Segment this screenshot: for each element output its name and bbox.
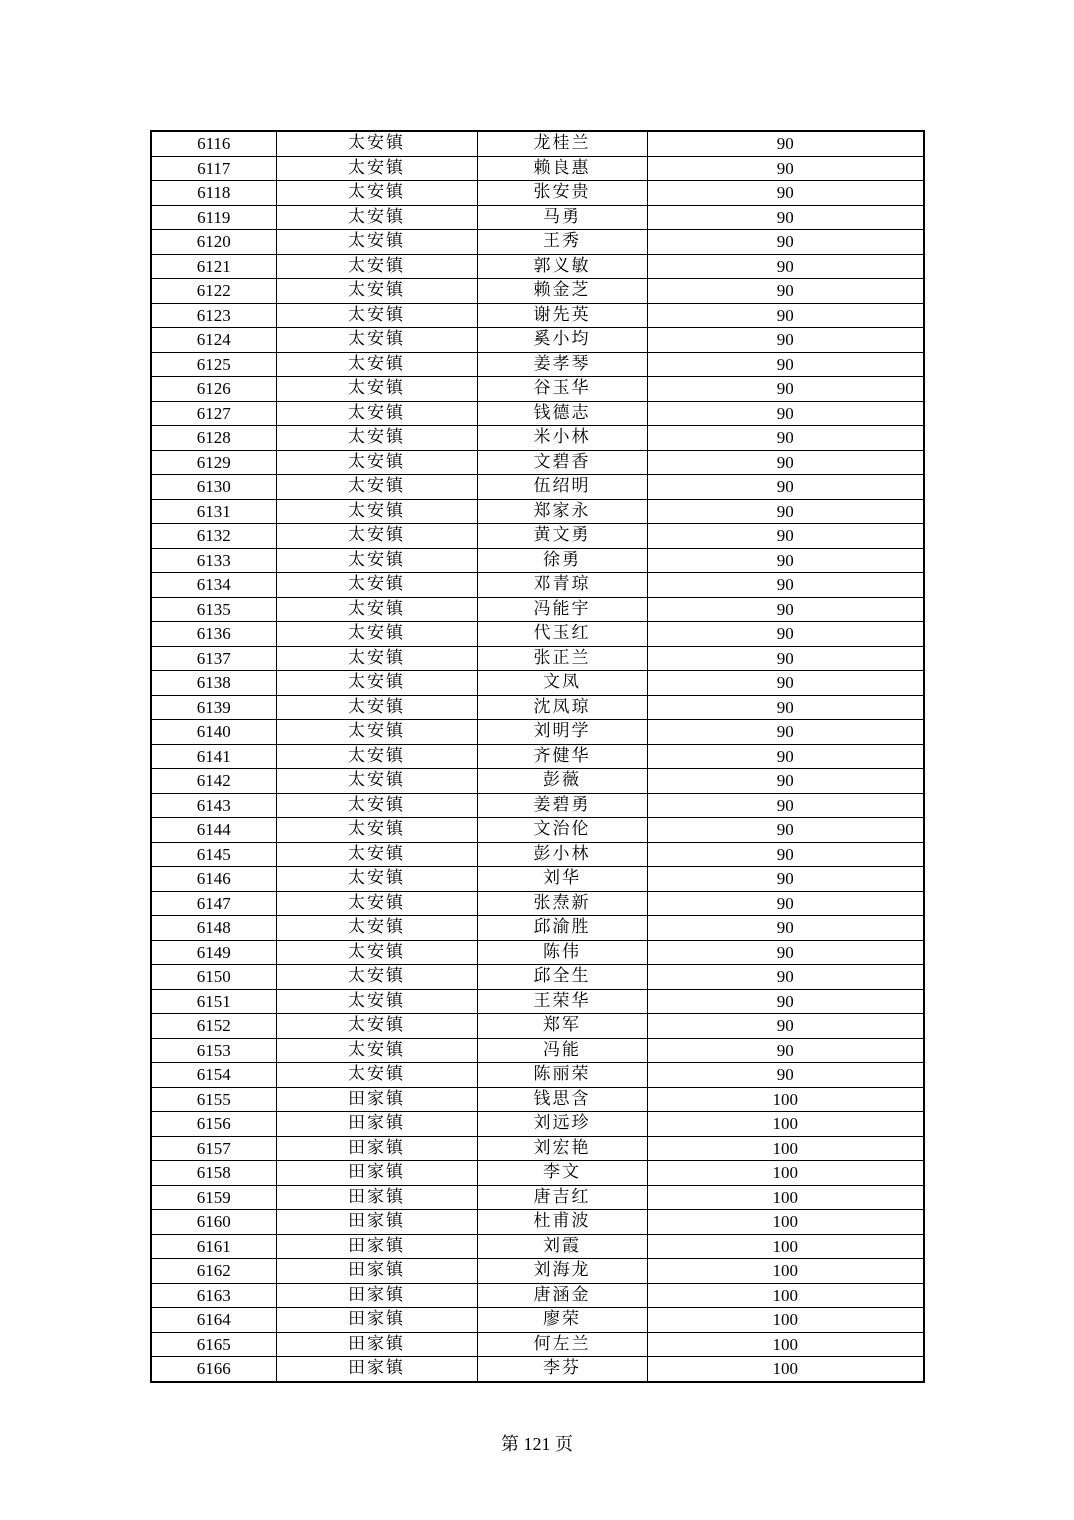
amount-cell: 90 bbox=[647, 793, 924, 818]
row-number-cell: 6157 bbox=[151, 1136, 276, 1161]
row-number-cell: 6149 bbox=[151, 940, 276, 965]
name-cell: 杜甫波 bbox=[477, 1210, 647, 1235]
amount-cell: 100 bbox=[647, 1234, 924, 1259]
town-cell: 太安镇 bbox=[276, 303, 477, 328]
page-number: 第 121 页 bbox=[501, 1434, 573, 1454]
table-row bbox=[151, 793, 924, 818]
table-row bbox=[151, 1234, 924, 1259]
row-number-cell: 6145 bbox=[151, 842, 276, 867]
row-number-cell: 6154 bbox=[151, 1063, 276, 1088]
name-cell: 米小林 bbox=[477, 426, 647, 451]
table-row bbox=[151, 1308, 924, 1333]
name-cell: 姜碧勇 bbox=[477, 793, 647, 818]
name-cell: 何左兰 bbox=[477, 1332, 647, 1357]
name-cell: 唐吉红 bbox=[477, 1185, 647, 1210]
amount-cell: 100 bbox=[647, 1112, 924, 1137]
town-cell: 太安镇 bbox=[276, 181, 477, 206]
amount-cell: 100 bbox=[647, 1087, 924, 1112]
row-number-cell: 6128 bbox=[151, 426, 276, 451]
row-number-cell: 6163 bbox=[151, 1283, 276, 1308]
table-row bbox=[151, 1259, 924, 1284]
row-number-cell: 6141 bbox=[151, 744, 276, 769]
table-row bbox=[151, 1063, 924, 1088]
row-number-cell: 6132 bbox=[151, 524, 276, 549]
name-cell: 冯能宇 bbox=[477, 597, 647, 622]
name-cell: 谢先英 bbox=[477, 303, 647, 328]
name-cell: 陈伟 bbox=[477, 940, 647, 965]
table-row bbox=[151, 989, 924, 1014]
name-cell: 王荣华 bbox=[477, 989, 647, 1014]
table-row bbox=[151, 1332, 924, 1357]
table-row bbox=[151, 720, 924, 745]
town-cell: 太安镇 bbox=[276, 230, 477, 255]
row-number-cell: 6155 bbox=[151, 1087, 276, 1112]
amount-cell: 100 bbox=[647, 1332, 924, 1357]
name-cell: 刘海龙 bbox=[477, 1259, 647, 1284]
table-row bbox=[151, 744, 924, 769]
town-cell: 田家镇 bbox=[276, 1087, 477, 1112]
amount-cell: 90 bbox=[647, 646, 924, 671]
amount-cell: 90 bbox=[647, 181, 924, 206]
town-cell: 太安镇 bbox=[276, 1038, 477, 1063]
amount-cell: 90 bbox=[647, 891, 924, 916]
row-number-cell: 6146 bbox=[151, 867, 276, 892]
table-row bbox=[151, 1038, 924, 1063]
town-cell: 太安镇 bbox=[276, 548, 477, 573]
row-number-cell: 6139 bbox=[151, 695, 276, 720]
table-row bbox=[151, 818, 924, 843]
town-cell: 太安镇 bbox=[276, 793, 477, 818]
amount-cell: 90 bbox=[647, 744, 924, 769]
table-row bbox=[151, 1161, 924, 1186]
name-cell: 黄文勇 bbox=[477, 524, 647, 549]
table-row bbox=[151, 1112, 924, 1137]
subsidy-table bbox=[150, 130, 925, 1383]
town-cell: 太安镇 bbox=[276, 940, 477, 965]
table-row bbox=[151, 548, 924, 573]
table-row bbox=[151, 328, 924, 353]
table-row bbox=[151, 352, 924, 377]
amount-cell: 90 bbox=[647, 965, 924, 990]
table-row bbox=[151, 769, 924, 794]
row-number-cell: 6160 bbox=[151, 1210, 276, 1235]
row-number-cell: 6137 bbox=[151, 646, 276, 671]
amount-cell: 90 bbox=[647, 1014, 924, 1039]
table-row bbox=[151, 842, 924, 867]
table-row bbox=[151, 573, 924, 598]
amount-cell: 90 bbox=[647, 352, 924, 377]
town-cell: 太安镇 bbox=[276, 450, 477, 475]
row-number-cell: 6127 bbox=[151, 401, 276, 426]
name-cell: 谷玉华 bbox=[477, 377, 647, 402]
town-cell: 太安镇 bbox=[276, 1063, 477, 1088]
name-cell: 李文 bbox=[477, 1161, 647, 1186]
town-cell: 太安镇 bbox=[276, 377, 477, 402]
table-row bbox=[151, 499, 924, 524]
row-number-cell: 6136 bbox=[151, 622, 276, 647]
table-row bbox=[151, 1185, 924, 1210]
name-cell: 廖荣 bbox=[477, 1308, 647, 1333]
table-row bbox=[151, 401, 924, 426]
row-number-cell: 6150 bbox=[151, 965, 276, 990]
town-cell: 田家镇 bbox=[276, 1112, 477, 1137]
table-row bbox=[151, 303, 924, 328]
name-cell: 彭薇 bbox=[477, 769, 647, 794]
town-cell: 太安镇 bbox=[276, 597, 477, 622]
town-cell: 太安镇 bbox=[276, 254, 477, 279]
table-row bbox=[151, 867, 924, 892]
name-cell: 马勇 bbox=[477, 205, 647, 230]
name-cell: 张正兰 bbox=[477, 646, 647, 671]
row-number-cell: 6156 bbox=[151, 1112, 276, 1137]
town-cell: 太安镇 bbox=[276, 401, 477, 426]
town-cell: 田家镇 bbox=[276, 1308, 477, 1333]
amount-cell: 90 bbox=[647, 940, 924, 965]
town-cell: 太安镇 bbox=[276, 131, 477, 156]
name-cell: 邓青琼 bbox=[477, 573, 647, 598]
amount-cell: 100 bbox=[647, 1185, 924, 1210]
row-number-cell: 6161 bbox=[151, 1234, 276, 1259]
name-cell: 钱思含 bbox=[477, 1087, 647, 1112]
table-row bbox=[151, 205, 924, 230]
row-number-cell: 6151 bbox=[151, 989, 276, 1014]
town-cell: 太安镇 bbox=[276, 671, 477, 696]
table-row bbox=[151, 646, 924, 671]
amount-cell: 90 bbox=[647, 548, 924, 573]
amount-cell: 90 bbox=[647, 916, 924, 941]
town-cell: 太安镇 bbox=[276, 818, 477, 843]
amount-cell: 100 bbox=[647, 1161, 924, 1186]
town-cell: 田家镇 bbox=[276, 1210, 477, 1235]
name-cell: 奚小均 bbox=[477, 328, 647, 353]
amount-cell: 100 bbox=[647, 1259, 924, 1284]
row-number-cell: 6140 bbox=[151, 720, 276, 745]
name-cell: 刘远珍 bbox=[477, 1112, 647, 1137]
row-number-cell: 6164 bbox=[151, 1308, 276, 1333]
name-cell: 赖金芝 bbox=[477, 279, 647, 304]
amount-cell: 90 bbox=[647, 254, 924, 279]
town-cell: 太安镇 bbox=[276, 352, 477, 377]
row-number-cell: 6131 bbox=[151, 499, 276, 524]
row-number-cell: 6121 bbox=[151, 254, 276, 279]
town-cell: 太安镇 bbox=[276, 842, 477, 867]
town-cell: 太安镇 bbox=[276, 279, 477, 304]
town-cell: 太安镇 bbox=[276, 328, 477, 353]
row-number-cell: 6116 bbox=[151, 131, 276, 156]
amount-cell: 90 bbox=[647, 867, 924, 892]
amount-cell: 90 bbox=[647, 695, 924, 720]
name-cell: 龙桂兰 bbox=[477, 131, 647, 156]
amount-cell: 100 bbox=[647, 1210, 924, 1235]
town-cell: 田家镇 bbox=[276, 1357, 477, 1382]
row-number-cell: 6166 bbox=[151, 1357, 276, 1382]
town-cell: 太安镇 bbox=[276, 965, 477, 990]
table-row bbox=[151, 1087, 924, 1112]
row-number-cell: 6119 bbox=[151, 205, 276, 230]
name-cell: 钱德志 bbox=[477, 401, 647, 426]
table-row bbox=[151, 377, 924, 402]
amount-cell: 90 bbox=[647, 597, 924, 622]
name-cell: 郑军 bbox=[477, 1014, 647, 1039]
amount-cell: 90 bbox=[647, 1038, 924, 1063]
row-number-cell: 6126 bbox=[151, 377, 276, 402]
amount-cell: 90 bbox=[647, 622, 924, 647]
row-number-cell: 6162 bbox=[151, 1259, 276, 1284]
amount-cell: 90 bbox=[647, 450, 924, 475]
name-cell: 齐健华 bbox=[477, 744, 647, 769]
amount-cell: 90 bbox=[647, 475, 924, 500]
name-cell: 赖良惠 bbox=[477, 156, 647, 181]
town-cell: 太安镇 bbox=[276, 891, 477, 916]
amount-cell: 90 bbox=[647, 720, 924, 745]
amount-cell: 90 bbox=[647, 499, 924, 524]
town-cell: 田家镇 bbox=[276, 1283, 477, 1308]
name-cell: 代玉红 bbox=[477, 622, 647, 647]
name-cell: 唐涵金 bbox=[477, 1283, 647, 1308]
table-row bbox=[151, 1014, 924, 1039]
table-row bbox=[151, 1357, 924, 1382]
row-number-cell: 6124 bbox=[151, 328, 276, 353]
table-row bbox=[151, 426, 924, 451]
table-row bbox=[151, 622, 924, 647]
amount-cell: 90 bbox=[647, 842, 924, 867]
town-cell: 太安镇 bbox=[276, 989, 477, 1014]
name-cell: 郭义敏 bbox=[477, 254, 647, 279]
town-cell: 田家镇 bbox=[276, 1161, 477, 1186]
town-cell: 田家镇 bbox=[276, 1185, 477, 1210]
row-number-cell: 6153 bbox=[151, 1038, 276, 1063]
table-row bbox=[151, 181, 924, 206]
town-cell: 太安镇 bbox=[276, 524, 477, 549]
row-number-cell: 6118 bbox=[151, 181, 276, 206]
amount-cell: 90 bbox=[647, 573, 924, 598]
name-cell: 张安贵 bbox=[477, 181, 647, 206]
table-row bbox=[151, 450, 924, 475]
town-cell: 田家镇 bbox=[276, 1136, 477, 1161]
amount-cell: 90 bbox=[647, 303, 924, 328]
row-number-cell: 6120 bbox=[151, 230, 276, 255]
name-cell: 姜孝琴 bbox=[477, 352, 647, 377]
row-number-cell: 6143 bbox=[151, 793, 276, 818]
name-cell: 刘华 bbox=[477, 867, 647, 892]
town-cell: 田家镇 bbox=[276, 1259, 477, 1284]
row-number-cell: 6135 bbox=[151, 597, 276, 622]
row-number-cell: 6165 bbox=[151, 1332, 276, 1357]
town-cell: 太安镇 bbox=[276, 744, 477, 769]
amount-cell: 100 bbox=[647, 1308, 924, 1333]
amount-cell: 90 bbox=[647, 1063, 924, 1088]
name-cell: 王秀 bbox=[477, 230, 647, 255]
amount-cell: 100 bbox=[647, 1357, 924, 1382]
table-row bbox=[151, 475, 924, 500]
town-cell: 田家镇 bbox=[276, 1332, 477, 1357]
table-row bbox=[151, 524, 924, 549]
row-number-cell: 6142 bbox=[151, 769, 276, 794]
amount-cell: 90 bbox=[647, 205, 924, 230]
table-row bbox=[151, 916, 924, 941]
name-cell: 伍绍明 bbox=[477, 475, 647, 500]
name-cell: 文碧香 bbox=[477, 450, 647, 475]
row-number-cell: 6117 bbox=[151, 156, 276, 181]
name-cell: 文治伦 bbox=[477, 818, 647, 843]
amount-cell: 90 bbox=[647, 671, 924, 696]
table-row bbox=[151, 254, 924, 279]
row-number-cell: 6123 bbox=[151, 303, 276, 328]
amount-cell: 90 bbox=[647, 377, 924, 402]
row-number-cell: 6147 bbox=[151, 891, 276, 916]
amount-cell: 90 bbox=[647, 279, 924, 304]
table-row bbox=[151, 279, 924, 304]
town-cell: 太安镇 bbox=[276, 156, 477, 181]
amount-cell: 90 bbox=[647, 426, 924, 451]
table-row bbox=[151, 230, 924, 255]
amount-cell: 90 bbox=[647, 401, 924, 426]
table-row bbox=[151, 1283, 924, 1308]
amount-cell: 100 bbox=[647, 1283, 924, 1308]
town-cell: 太安镇 bbox=[276, 573, 477, 598]
table-row bbox=[151, 131, 924, 156]
amount-cell: 90 bbox=[647, 769, 924, 794]
amount-cell: 90 bbox=[647, 818, 924, 843]
amount-cell: 90 bbox=[647, 989, 924, 1014]
row-number-cell: 6129 bbox=[151, 450, 276, 475]
amount-cell: 90 bbox=[647, 230, 924, 255]
table-row bbox=[151, 965, 924, 990]
amount-cell: 90 bbox=[647, 131, 924, 156]
row-number-cell: 6159 bbox=[151, 1185, 276, 1210]
name-cell: 张焘新 bbox=[477, 891, 647, 916]
amount-cell: 90 bbox=[647, 328, 924, 353]
row-number-cell: 6134 bbox=[151, 573, 276, 598]
table-row bbox=[151, 891, 924, 916]
name-cell: 文凤 bbox=[477, 671, 647, 696]
town-cell: 太安镇 bbox=[276, 769, 477, 794]
town-cell: 太安镇 bbox=[276, 916, 477, 941]
row-number-cell: 6138 bbox=[151, 671, 276, 696]
town-cell: 太安镇 bbox=[276, 1014, 477, 1039]
town-cell: 太安镇 bbox=[276, 646, 477, 671]
town-cell: 田家镇 bbox=[276, 1234, 477, 1259]
name-cell: 邱渝胜 bbox=[477, 916, 647, 941]
row-number-cell: 6158 bbox=[151, 1161, 276, 1186]
table-row bbox=[151, 695, 924, 720]
name-cell: 刘霞 bbox=[477, 1234, 647, 1259]
amount-cell: 100 bbox=[647, 1136, 924, 1161]
name-cell: 沈凤琼 bbox=[477, 695, 647, 720]
town-cell: 太安镇 bbox=[276, 475, 477, 500]
table-row bbox=[151, 1210, 924, 1235]
row-number-cell: 6144 bbox=[151, 818, 276, 843]
name-cell: 郑家永 bbox=[477, 499, 647, 524]
row-number-cell: 6133 bbox=[151, 548, 276, 573]
table-row bbox=[151, 597, 924, 622]
table-row bbox=[151, 156, 924, 181]
town-cell: 太安镇 bbox=[276, 499, 477, 524]
table-row bbox=[151, 671, 924, 696]
name-cell: 刘宏艳 bbox=[477, 1136, 647, 1161]
town-cell: 太安镇 bbox=[276, 695, 477, 720]
table-row bbox=[151, 940, 924, 965]
row-number-cell: 6122 bbox=[151, 279, 276, 304]
row-number-cell: 6152 bbox=[151, 1014, 276, 1039]
amount-cell: 90 bbox=[647, 156, 924, 181]
town-cell: 太安镇 bbox=[276, 205, 477, 230]
row-number-cell: 6130 bbox=[151, 475, 276, 500]
name-cell: 陈丽荣 bbox=[477, 1063, 647, 1088]
town-cell: 太安镇 bbox=[276, 622, 477, 647]
name-cell: 冯能 bbox=[477, 1038, 647, 1063]
name-cell: 李芬 bbox=[477, 1357, 647, 1382]
row-number-cell: 6148 bbox=[151, 916, 276, 941]
table-body bbox=[151, 131, 924, 1382]
name-cell: 徐勇 bbox=[477, 548, 647, 573]
name-cell: 刘明学 bbox=[477, 720, 647, 745]
town-cell: 太安镇 bbox=[276, 867, 477, 892]
amount-cell: 90 bbox=[647, 524, 924, 549]
row-number-cell: 6125 bbox=[151, 352, 276, 377]
town-cell: 太安镇 bbox=[276, 720, 477, 745]
name-cell: 邱全生 bbox=[477, 965, 647, 990]
name-cell: 彭小林 bbox=[477, 842, 647, 867]
town-cell: 太安镇 bbox=[276, 426, 477, 451]
table-row bbox=[151, 1136, 924, 1161]
